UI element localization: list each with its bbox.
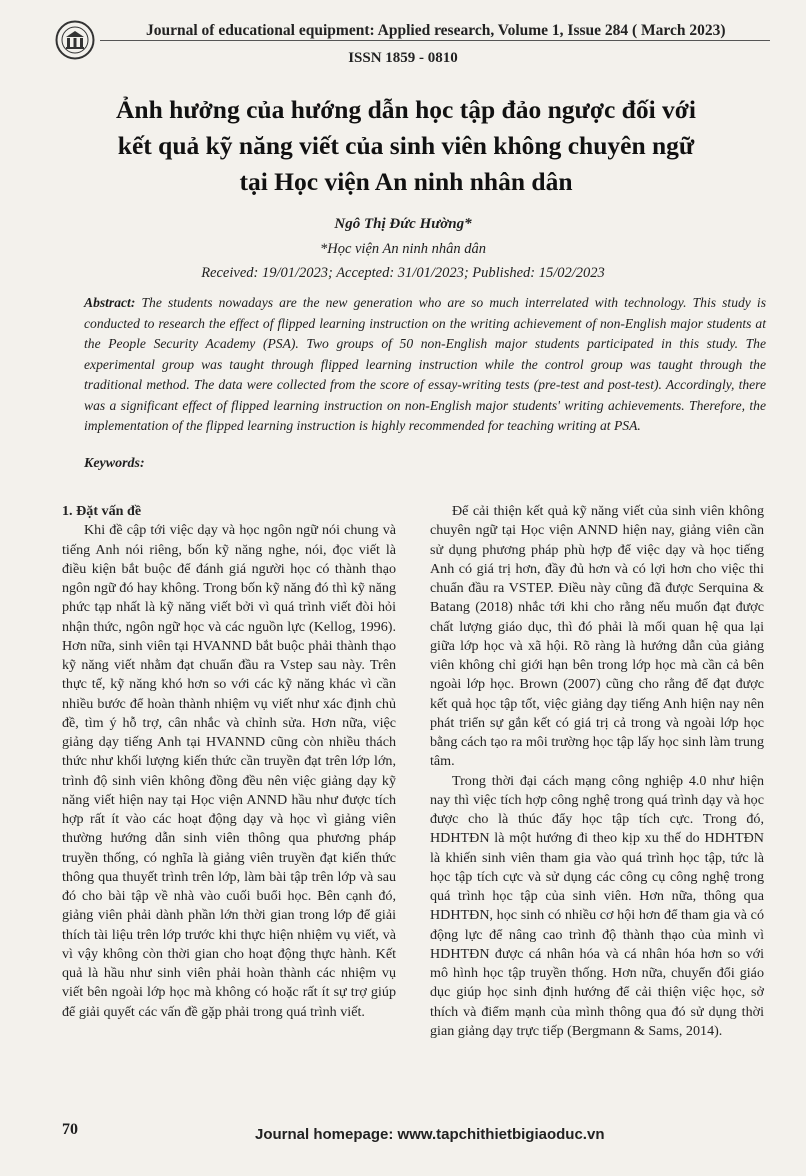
left-column bbox=[62, 502, 396, 1022]
article-title bbox=[70, 92, 742, 200]
body-paragraph: Trong thời đại cách mạng công nghiệp 4.0 như hiện nay thì việc tích hợp công nghệ trong quá trình dạy và học được cho là thúc đẩy học tập tích cực. Trong đó, HDHTĐN là một hướng đi theo kịp xu thế do HDHTĐN là khiến sinh viên tham gia vào quá trình học tập, tức là học tập tích cực và sử dụng các công cụ công nghệ trong quá trình học tập của sinh viên. Hơn nữa, thông qua HDHTĐN, học sinh có nhiều cơ hội hơn để tham gia và có động lực để nâng cao trình độ thành thạo của mình vì HDHTĐN được cá nhân hóa và cá nhân hóa hơn so với mô hình học tập truyền thống. Hơn nữa, chuyển đổi giáo dục giúp học sinh định hướng để cải thiện việc học, sở thích và điểm mạnh của mình thông qua đó sử dụng thời gian giảng dạy trực tiếp (Bergmann & Sams, 2014). bbox=[430, 772, 764, 1039]
body-paragraph: Để cải thiện kết quả kỹ năng viết của sinh viên không chuyên ngữ tại Học viện ANND hiện nay, giảng viên cần sử dụng phương pháp phù hợp để việc dạy và học tiếng Anh có giá trị hơn, đầy đủ hơn và có lợi hơn cho việc thi chuẩn đầu ra VSTEP. Điều này cũng đã được Serquina & Batang (2018) nhắc tới khi cho rằng nếu muốn đạt được chất lượng giáo dục, thì đó phải là mối quan hệ qua lại giữa lớp học và xã hội. Rõ ràng là hướng dẫn của giảng viên không chỉ giới hạn bên trong lớp học mà cần cả bên ngoài lớp học. Brown (2007) cũng cho rằng để đạt được kết quả học tập tốt, việc giảng dạy tiếng Anh hiện nay nên phát triển sự gắn kết có giá trị cả trong và ngoài lớp học bằng cách tạo ra môi trường học tập lấy học sinh làm trung tâm. bbox=[430, 503, 764, 770]
title-line: Ảnh hưởng của hướng dẫn học tập đảo ngược đối với bbox=[116, 95, 696, 124]
journal-citation: Journal of educational equipment: Applied research, Volume 1, Issue 284 ( March 2023) bbox=[146, 22, 726, 39]
abstract-text: The students nowadays are the new generation who are so much interrelated with technology. This study is conducted to research the effect of flipped learning instruction on the writing achievement of non-English major students at the People Security Academy (PSA). Two groups of 50 non-English major students participated in this study. The experimental group was taught through flipped learning instruction while the control group was taught through the traditional method. The data were collected from the score of essay-writing tests (pre-test and post-test). Accordingly, there was a significant effect of flipped learning instruction on non-English major students' writing achievements. Therefore, the implementation of the flipped learning instruction is highly recommended for teaching writing at PSA. bbox=[84, 295, 766, 433]
title-line: kết quả kỹ năng viết của sinh viên không chuyên ngữ bbox=[117, 131, 695, 160]
keywords-label: Keywords: bbox=[84, 456, 145, 471]
page-number: 70 bbox=[62, 1121, 78, 1138]
title-line: tại Học viện An ninh nhân dân bbox=[239, 167, 573, 196]
author-name: Ngô Thị Đức Hường* bbox=[334, 216, 472, 232]
header-divider bbox=[100, 40, 770, 41]
body-paragraph: Khi đề cập tới việc dạy và học ngôn ngữ nói chung và tiếng Anh nói riêng, bốn kỹ năng nghe, nói, đọc viết là điều kiện bắt buộc để đánh giá người học có thành thạo ngôn ngữ đó hay không. Trong bốn kỹ năng đó thì kỹ năng phức tạp nhất là kỹ năng viết bởi vì quá trình viết đòi hỏi nhận thức, ngôn ngữ học và các nguồn lực (Kellog, 1996). Hơn nữa, sinh viên tại HVANND bắt buộc phải thành thạo kỹ năng viết nhằm đạt chuẩn đầu ra Vstep sau này. Trên thực tế, kỹ năng khó hơn so với các kỹ năng khác vì cần nhiều bước để hoàn thành nhiệm vụ viết như xác định chủ đề, tìm ý hỗ trợ, cân nhắc và chỉnh sửa. Hơn nữa, việc giảng dạy tiếng Anh tại HVANND cũng còn nhiều thách thức như khối lượng kiến thức cần truyền đạt trên lớp lớn, trình độ sinh viên không đồng đều nên việc giảng dạy kỹ năng viết hiện nay tại Học viện ANND hầu như được tích hợp rất ít vào các hoạt động dạy và học vì giảng viên thường hướng dẫn sinh viên thông qua phương pháp truyền thống, có nghĩa là giảng viên truyền đạt kiến thức thông qua thuyết trình trên lớp, làm bài tập trên lớp và sau đó cho bài tập về nhà vào cuối buổi học. Bên cạnh đó, giảng viên phải dành phần lớn thời gian trong lớp để giải thích tài liệu trên lớp trước khi thực hiện nhiệm vụ viết, và vì vậy không còn thời gian cho hoạt động thực hành. Kết quả là hầu như sinh viên phải hoàn thành các nhiệm vụ viết bên ngoài lớp học mà không có hoặc rất ít sự trợ giúp để giải quyết các vấn đề gặp phải trong quá trình viết. bbox=[62, 522, 396, 1020]
right-column bbox=[430, 502, 764, 1041]
author-affiliation: *Học viện An ninh nhân dân bbox=[319, 241, 487, 257]
abstract-label: Abstract: bbox=[84, 295, 136, 310]
publication-dates: Received: 19/01/2023; Accepted: 31/01/2023; Published: 15/02/2023 bbox=[201, 265, 605, 281]
issn: ISSN 1859 - 0810 bbox=[348, 50, 458, 66]
journal-homepage: Journal homepage: www.tapchithietbigiaoduc.vn bbox=[255, 1126, 605, 1143]
abstract bbox=[84, 293, 766, 437]
section-heading: 1. Đặt vấn đề bbox=[62, 503, 142, 519]
